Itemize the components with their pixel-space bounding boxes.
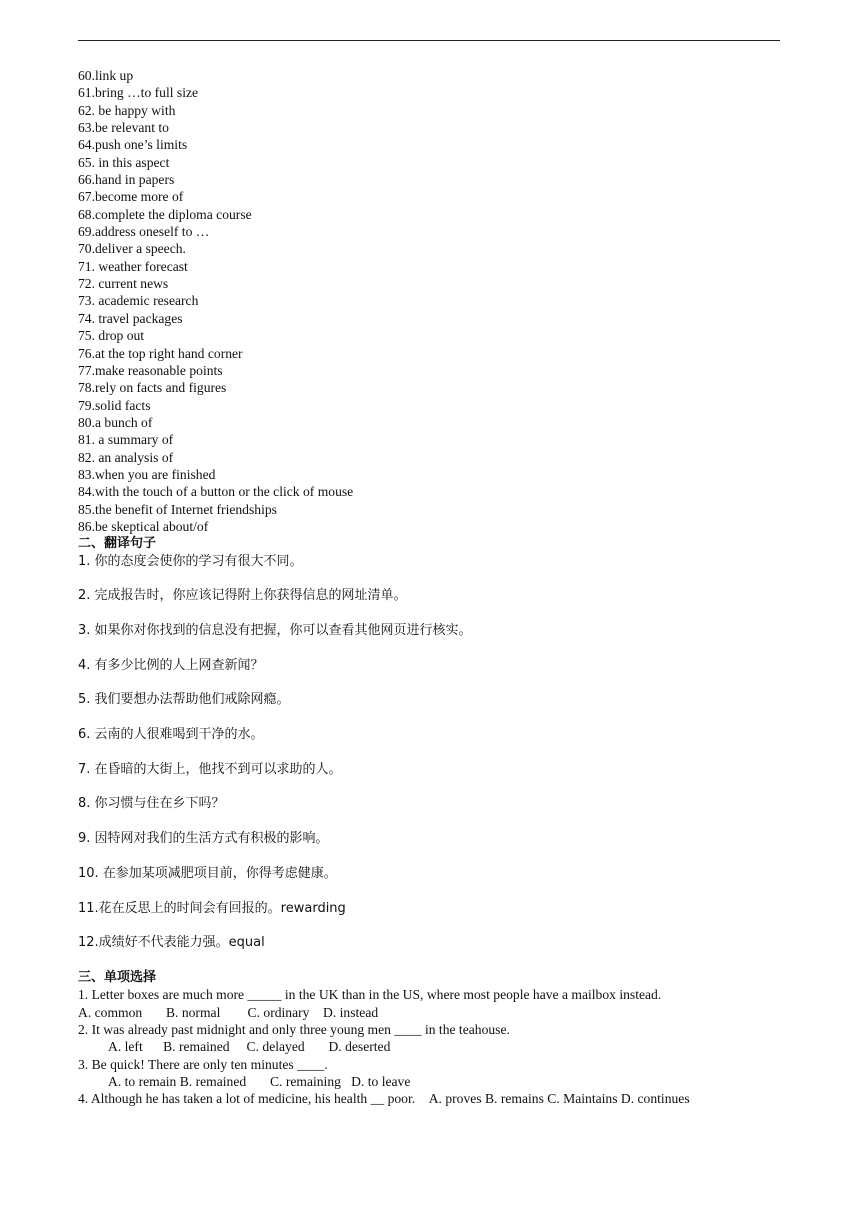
phrase-item: 74. travel packages xyxy=(78,310,183,326)
phrase-item: 64.push one’s limits xyxy=(78,137,188,153)
translation-sentence: 10. 在参加某项减肥项目前，你得考虑健康。 xyxy=(78,865,337,881)
phrase-item: 80.a bunch of xyxy=(78,414,153,430)
phrase-item: 84.with the touch of a button or the click of mouse xyxy=(78,484,354,500)
question-stem: 3. Be quick! There are only ten minutes ____. xyxy=(78,1056,328,1072)
question-options: A. to remain B. remained C. remaining D. to leave xyxy=(108,1073,411,1089)
phrase-item: 85.the benefit of Internet friendships xyxy=(78,501,277,517)
phrase-list xyxy=(78,67,780,535)
translation-section xyxy=(78,535,780,969)
translation-sentence: 6. 云南的人很难喝到干净的水。 xyxy=(78,727,264,743)
phrase-item: 68.complete the diploma course xyxy=(78,206,252,222)
document-body xyxy=(78,67,780,1108)
phrase-item: 67.become more of xyxy=(78,189,184,205)
phrase-item: 79.solid facts xyxy=(78,397,151,413)
question-stem: 4. Although he has taken a lot of medicine, his health __ poor. A. proves B. remains C. Maintains D. continues xyxy=(78,1091,690,1107)
header-rule xyxy=(78,40,780,41)
phrase-item: 82. an analysis of xyxy=(78,449,174,465)
phrase-item: 73. academic research xyxy=(78,293,199,309)
translation-sentence: 1. 你的态度会使你的学习有很大不同。 xyxy=(78,553,303,569)
phrase-item: 63.be relevant to xyxy=(78,120,169,136)
translation-sentence: 12.成绩好不代表能力强。equal xyxy=(78,935,265,951)
translation-sentence: 9. 因特网对我们的生活方式有积极的影响。 xyxy=(78,831,329,847)
phrase-item: 61.bring …to full size xyxy=(78,85,199,101)
question-options: A. common B. normal C. ordinary D. instead xyxy=(78,1004,379,1020)
question-stem: 2. It was already past midnight and only three young men ____ in the teahouse. xyxy=(78,1021,510,1037)
translation-sentence: 7. 在昏暗的大街上，他找不到可以求助的人。 xyxy=(78,761,342,777)
phrase-item: 77.make reasonable points xyxy=(78,362,223,378)
phrase-item: 83.when you are finished xyxy=(78,466,216,482)
phrase-item: 71. weather forecast xyxy=(78,258,188,274)
question-stem: 1. Letter boxes are much more _____ in the UK than in the US, where most people have a mailbox instead. xyxy=(78,987,662,1003)
multiple-choice-section xyxy=(78,969,780,1108)
phrase-item: 76.at the top right hand corner xyxy=(78,345,243,361)
phrase-item: 75. drop out xyxy=(78,328,145,344)
question-options: A. left B. remained C. delayed D. deserted xyxy=(108,1039,391,1055)
translation-sentence: 8. 你习惯与住在乡下吗？ xyxy=(78,796,225,812)
phrase-item: 66.hand in papers xyxy=(78,172,175,188)
section-heading: 三、单项选择 xyxy=(78,969,157,985)
phrase-item: 86.be skeptical about/of xyxy=(78,518,209,534)
phrase-item: 81. a summary of xyxy=(78,432,174,448)
phrase-item: 65. in this aspect xyxy=(78,154,170,170)
translation-sentence: 11.花在反思上的时间会有回报的。rewarding xyxy=(78,900,346,916)
translation-sentence: 3. 如果你对你找到的信息没有把握，你可以查看其他网页进行核实。 xyxy=(78,623,472,638)
phrase-item: 60.link up xyxy=(78,68,134,83)
phrase-item: 69.address oneself to … xyxy=(78,224,210,240)
phrase-item: 78.rely on facts and figures xyxy=(78,380,227,396)
translation-sentence: 5. 我们要想办法帮助他们戒除网瘾。 xyxy=(78,692,290,708)
translation-sentence: 2. 完成报告时，你应该记得附上你获得信息的网址清单。 xyxy=(78,588,407,604)
phrase-item: 72. current news xyxy=(78,276,169,292)
section-heading: 二、翻译句子 xyxy=(78,536,157,552)
translation-sentence: 4. 有多少比例的人上网查新闻？ xyxy=(78,657,264,673)
phrase-item: 62. be happy with xyxy=(78,102,176,118)
phrase-item: 70.deliver a speech. xyxy=(78,241,186,257)
